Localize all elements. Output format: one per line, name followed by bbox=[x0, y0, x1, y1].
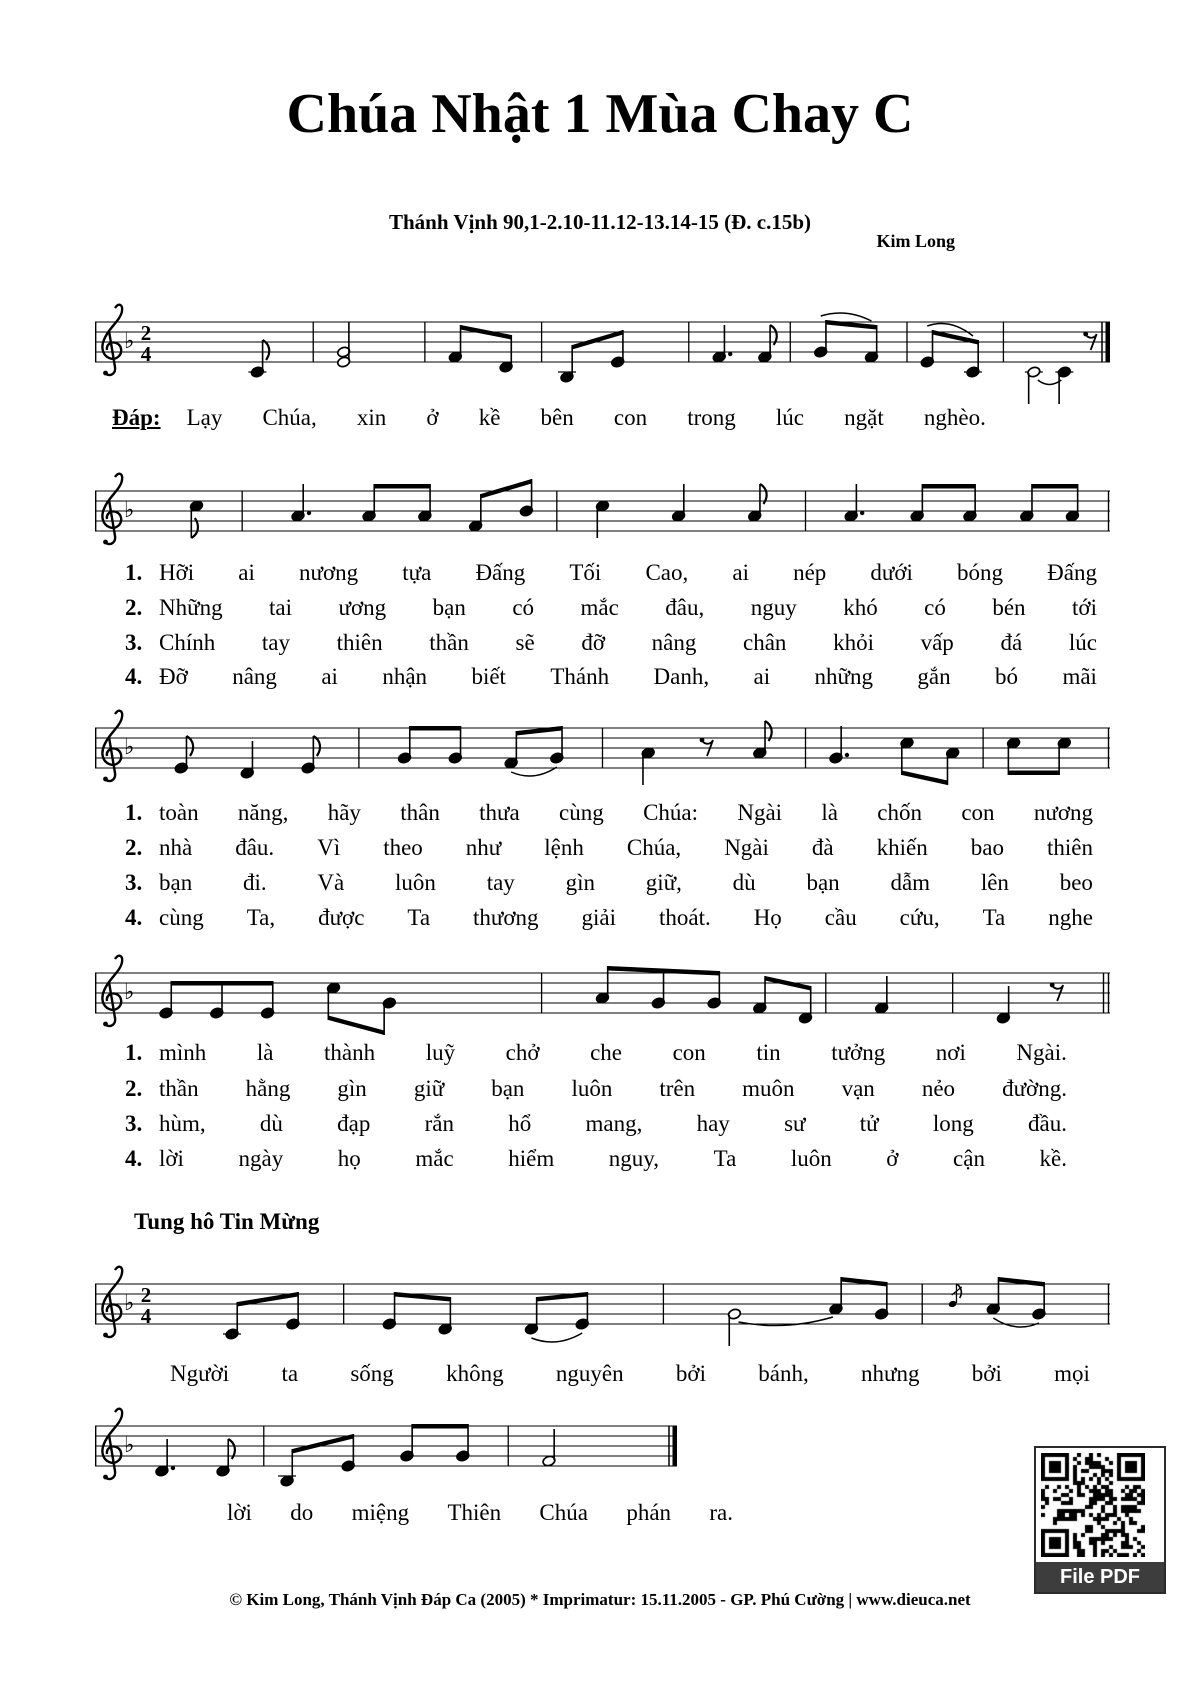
lyric-word: do bbox=[290, 1500, 314, 1525]
composer-name: Kim Long bbox=[876, 231, 955, 251]
lyric-word: theo bbox=[383, 835, 423, 860]
lyric-word: rắn bbox=[424, 1111, 454, 1136]
lyric-word: Họ bbox=[753, 905, 782, 930]
lyric-word: đầu. bbox=[1027, 1111, 1067, 1136]
lyric-word: sẽ bbox=[515, 630, 535, 655]
lyric-word: dù bbox=[259, 1111, 283, 1136]
svg-text:♭: ♭ bbox=[124, 1291, 135, 1316]
lyric-word: tưởng bbox=[831, 1040, 886, 1065]
verse-line-c3 bbox=[125, 1110, 1067, 1138]
lyric-word: nương bbox=[299, 560, 359, 585]
svg-text:♭: ♭ bbox=[124, 329, 135, 354]
lyric-word: bên bbox=[540, 405, 574, 430]
lyric-word: đi. bbox=[243, 870, 267, 895]
lyric-word: kề bbox=[478, 405, 501, 430]
lyric-word: lời bbox=[159, 1146, 184, 1171]
lyric-word: cận bbox=[953, 1146, 985, 1171]
lyric-word: Cao, bbox=[645, 560, 689, 585]
lyric-word: cứu, bbox=[899, 905, 940, 930]
lyric-word: như bbox=[465, 835, 502, 860]
lyric-word: nương bbox=[1033, 800, 1093, 825]
lyric-word: sư bbox=[784, 1111, 806, 1136]
lyric-word: bởi bbox=[675, 1361, 706, 1386]
lyric-word: chân bbox=[743, 630, 787, 655]
lyric-word: con bbox=[961, 800, 995, 825]
lyric-word: beo bbox=[1059, 870, 1093, 895]
svg-text:2: 2 bbox=[140, 321, 152, 345]
lyric-word: mang, bbox=[585, 1111, 643, 1136]
lyric-word: ngặt bbox=[844, 405, 884, 430]
lyric-word: bó bbox=[995, 664, 1019, 689]
lyric-word: lệnh bbox=[544, 835, 584, 860]
lyric-word: đạp bbox=[337, 1111, 371, 1136]
verse-text bbox=[159, 594, 1097, 622]
lyric-word: long bbox=[932, 1111, 974, 1136]
lyric-word: ai bbox=[321, 664, 338, 689]
lyric-word: vạn bbox=[841, 1076, 875, 1101]
lyric-word: họ bbox=[337, 1146, 361, 1171]
lyric-word: tử bbox=[859, 1111, 879, 1136]
lyric-word: muôn bbox=[742, 1076, 795, 1101]
lyric-word: hùm, bbox=[159, 1111, 206, 1136]
lyric-word: giữ, bbox=[645, 870, 682, 895]
lyric-word: dẫm bbox=[890, 870, 931, 895]
lyric-word: bởi bbox=[971, 1361, 1002, 1386]
gospel-text bbox=[227, 1499, 733, 1527]
lyric-word: lúc bbox=[775, 405, 805, 430]
lyric-word: Ta, bbox=[246, 905, 276, 930]
lyric-word: ngày bbox=[238, 1146, 284, 1171]
lyric-word: tựa bbox=[402, 560, 432, 585]
response-label: Đáp: bbox=[112, 405, 161, 430]
lyric-word: nghèo. bbox=[923, 405, 986, 430]
lyric-word: là bbox=[256, 1040, 274, 1065]
verse-line-b3 bbox=[125, 869, 1093, 897]
lyric-word: con bbox=[672, 1040, 706, 1065]
lyric-word: vấp bbox=[920, 630, 954, 655]
verse-number: 1. bbox=[125, 800, 143, 825]
lyric-word: bạn bbox=[491, 1076, 525, 1101]
lyric-word: Người bbox=[170, 1361, 230, 1386]
staff-gospel-1 bbox=[93, 1244, 1122, 1374]
lyric-word: thân bbox=[400, 800, 440, 825]
lyric-word: Ta bbox=[713, 1146, 737, 1171]
lyric-word: gìn bbox=[337, 1076, 367, 1101]
lyric-word: Ta bbox=[407, 905, 431, 930]
lyric-word: gìn bbox=[565, 870, 595, 895]
lyric-word: bạn bbox=[806, 870, 840, 895]
lyric-word: Ngài bbox=[724, 835, 769, 860]
verse-number: 1. bbox=[125, 1040, 143, 1065]
lyric-word: dưới bbox=[870, 560, 913, 585]
lyric-word: con bbox=[613, 405, 648, 430]
lyric-word: bạn bbox=[432, 595, 466, 620]
lyric-word: đá bbox=[1000, 630, 1023, 655]
gospel-line-1 bbox=[170, 1360, 1090, 1388]
lyric-word: lên bbox=[980, 870, 1009, 895]
lyric-word: tới bbox=[1072, 595, 1097, 620]
lyric-word: mình bbox=[159, 1040, 207, 1065]
lyric-word: toàn bbox=[159, 800, 199, 825]
verse-text bbox=[159, 869, 1093, 897]
lyric-word: hằng bbox=[245, 1076, 291, 1101]
lyric-word: thương bbox=[473, 905, 539, 930]
lyric-word: bạn bbox=[159, 870, 193, 895]
lyric-word: thiên bbox=[336, 630, 383, 655]
lyric-word: bao bbox=[970, 835, 1004, 860]
lyric-word: nhà bbox=[159, 835, 193, 860]
lyric-word: Chúa: bbox=[643, 800, 699, 825]
verse-line-b2 bbox=[125, 834, 1093, 862]
lyric-word: cùng bbox=[159, 905, 204, 930]
lyric-word: đà bbox=[811, 835, 834, 860]
lyric-word: nguyên bbox=[555, 1361, 624, 1386]
qr-pattern bbox=[1041, 1453, 1145, 1557]
lyric-word: bén bbox=[992, 595, 1026, 620]
lyric-word: luỹ bbox=[425, 1040, 456, 1065]
lyric-word: hổ bbox=[508, 1111, 532, 1136]
lyric-word: ở bbox=[426, 405, 439, 430]
verse-line-a4 bbox=[125, 663, 1097, 691]
lyric-word: bánh, bbox=[758, 1361, 809, 1386]
lyric-word: nép bbox=[793, 560, 827, 585]
verse-text bbox=[159, 834, 1093, 862]
verse-line-c2 bbox=[125, 1075, 1067, 1103]
lyric-word: ra. bbox=[709, 1500, 733, 1525]
qr-code bbox=[1034, 1446, 1166, 1594]
lyric-word: trên bbox=[659, 1076, 696, 1101]
lyric-word: thiên bbox=[1046, 835, 1093, 860]
lyric-word: giữ bbox=[413, 1076, 445, 1101]
lyric-word: Ta bbox=[982, 905, 1006, 930]
verse-text bbox=[159, 629, 1097, 657]
lyric-word: trong bbox=[687, 405, 736, 430]
lyric-word: Chúa, bbox=[262, 405, 317, 430]
svg-text:♭: ♭ bbox=[124, 498, 135, 523]
staff-response bbox=[93, 282, 1122, 412]
lyric-word: ta bbox=[281, 1361, 299, 1386]
verse-text bbox=[159, 1145, 1067, 1173]
qr-label: File PDF bbox=[1036, 1562, 1164, 1592]
verse-line-b4 bbox=[125, 904, 1093, 932]
verse-number: 4. bbox=[125, 905, 143, 930]
lyric-word: thành bbox=[324, 1040, 376, 1065]
lyric-word: kề. bbox=[1039, 1146, 1067, 1171]
verse-text bbox=[159, 1039, 1067, 1067]
lyric-word: hay bbox=[696, 1111, 730, 1136]
lyric-word: chở bbox=[505, 1040, 540, 1065]
lyric-word: luôn bbox=[395, 870, 436, 895]
lyric-word: hãy bbox=[327, 800, 361, 825]
svg-text:♭: ♭ bbox=[124, 735, 135, 760]
lyric-word: là bbox=[821, 800, 838, 825]
lyric-word: giải bbox=[581, 905, 616, 930]
lyric-word: nguy bbox=[750, 595, 797, 620]
lyric-word: nhận bbox=[382, 664, 428, 689]
verse-text bbox=[159, 1110, 1067, 1138]
lyric-word: Ngài bbox=[737, 800, 783, 825]
lyric-word: hiểm bbox=[508, 1146, 555, 1171]
lyric-word: nơi bbox=[935, 1040, 966, 1065]
lyric-word: bóng bbox=[957, 560, 1004, 585]
lyric-word: Ngài. bbox=[1016, 1040, 1067, 1065]
lyric-word: thần bbox=[159, 1076, 199, 1101]
lyric-word: khỏi bbox=[833, 630, 874, 655]
lyric-word: khiến bbox=[876, 835, 928, 860]
lyric-word: phán bbox=[626, 1500, 672, 1525]
lyric-word: nâng bbox=[232, 664, 277, 689]
verse-line-a3 bbox=[125, 629, 1097, 657]
svg-text:♭: ♭ bbox=[124, 1433, 135, 1458]
lyric-word: tay bbox=[486, 870, 515, 895]
lyric-word: luôn bbox=[571, 1076, 613, 1101]
lyric-word: chốn bbox=[877, 800, 923, 825]
staff-gospel-2 bbox=[93, 1386, 689, 1516]
lyric-word: năng, bbox=[237, 800, 289, 825]
response-line bbox=[112, 404, 986, 432]
psalm-reference: Thánh Vịnh 90,1-2.10-11.12-13.14-15 (Đ. c.15b) bbox=[389, 210, 811, 234]
lyric-word: ai bbox=[753, 664, 771, 689]
lyric-word: khó bbox=[843, 595, 878, 620]
lyric-word: đỡ bbox=[581, 630, 605, 655]
lyric-word: nâng bbox=[651, 630, 697, 655]
lyric-word: che bbox=[590, 1040, 622, 1065]
lyric-word: cầu bbox=[824, 905, 857, 930]
verse-line-c4 bbox=[125, 1145, 1067, 1173]
lyric-word: nghe bbox=[1048, 905, 1093, 930]
response-text bbox=[187, 404, 986, 432]
lyric-word: Thiên bbox=[447, 1500, 502, 1525]
lyric-word: ai bbox=[238, 560, 255, 585]
lyric-word: cùng bbox=[559, 800, 604, 825]
lyric-word: ở bbox=[886, 1146, 899, 1171]
verse-number: 2. bbox=[125, 835, 143, 860]
verse-number: 2. bbox=[125, 595, 143, 620]
lyric-word: có bbox=[512, 595, 535, 620]
svg-text:2: 2 bbox=[140, 1283, 152, 1307]
lyric-word: lời bbox=[227, 1500, 252, 1525]
verse-line-a2 bbox=[125, 594, 1097, 622]
verse-line-b1 bbox=[125, 799, 1093, 827]
lyric-word: những bbox=[814, 664, 873, 689]
lyric-word: gắn bbox=[917, 664, 951, 689]
verse-number: 2. bbox=[125, 1076, 143, 1101]
gospel-acclamation-heading: Tung hô Tin Mừng bbox=[134, 1209, 320, 1234]
lyric-word: mọi bbox=[1054, 1361, 1090, 1386]
gospel-text bbox=[170, 1360, 1090, 1388]
lyric-word: Vì bbox=[317, 835, 341, 860]
lyric-word: được bbox=[318, 905, 365, 930]
lyric-word: xin bbox=[356, 405, 387, 430]
verse-text bbox=[159, 799, 1093, 827]
lyric-word: Thánh bbox=[550, 664, 610, 689]
lyric-word: Những bbox=[159, 595, 223, 620]
lyric-word: Chúa bbox=[539, 1500, 588, 1525]
lyric-word: ai bbox=[732, 560, 749, 585]
lyric-word: đâu. bbox=[235, 835, 275, 860]
verse-line-a1 bbox=[125, 559, 1097, 587]
verse-number: 1. bbox=[125, 560, 143, 585]
lyric-word: thần bbox=[429, 630, 469, 655]
copyright-footer: © Kim Long, Thánh Vịnh Đáp Ca (2005) * Imprimatur: 15.11.2005 - GP. Phú Cường | www.dieuca.net bbox=[229, 1590, 971, 1609]
lyric-word: luôn bbox=[790, 1146, 832, 1171]
lyric-word: mắc bbox=[580, 595, 619, 620]
lyric-word: không bbox=[446, 1361, 504, 1386]
lyric-word: mắc bbox=[415, 1146, 454, 1171]
lyric-word: mãi bbox=[1062, 664, 1097, 689]
verse-text bbox=[159, 1075, 1067, 1103]
lyric-word: Tối bbox=[569, 560, 602, 585]
gospel-line-2 bbox=[227, 1499, 733, 1527]
lyric-word: tay bbox=[261, 630, 290, 655]
lyric-word: nguy, bbox=[608, 1146, 660, 1171]
verse-number: 4. bbox=[125, 664, 143, 689]
lyric-word: đường. bbox=[1002, 1076, 1067, 1101]
lyric-word: tin bbox=[756, 1040, 781, 1065]
verse-text bbox=[159, 559, 1097, 587]
lyric-word: thưa bbox=[479, 800, 520, 825]
lyric-word: lúc bbox=[1068, 630, 1097, 655]
verse-text bbox=[159, 904, 1093, 932]
lyric-word: thoát. bbox=[658, 905, 711, 930]
lyric-word: Và bbox=[317, 870, 345, 895]
lyric-word: Đấng bbox=[475, 560, 526, 585]
verse-number: 3. bbox=[125, 1111, 143, 1136]
lyric-word: Hỡi bbox=[159, 560, 195, 585]
lyric-word: Đấng bbox=[1047, 560, 1097, 585]
svg-text:4: 4 bbox=[140, 1304, 152, 1328]
lyric-word: có bbox=[924, 595, 946, 620]
lyric-word: dù bbox=[732, 870, 756, 895]
lyric-word: Đỡ bbox=[159, 664, 188, 689]
lyric-word: biết bbox=[471, 664, 506, 689]
lyric-word: tai bbox=[269, 595, 293, 620]
verse-number: 4. bbox=[125, 1146, 143, 1171]
verse-line-c1 bbox=[125, 1039, 1067, 1067]
verse-number: 3. bbox=[125, 870, 143, 895]
lyric-word: đâu, bbox=[665, 595, 705, 620]
lyric-word: nẻo bbox=[921, 1076, 956, 1101]
verse-text bbox=[159, 663, 1097, 691]
page-title: Chúa Nhật 1 Mùa Chay C bbox=[286, 83, 914, 145]
lyric-word: Chúa, bbox=[626, 835, 682, 860]
verse-number: 3. bbox=[125, 630, 143, 655]
lyric-word: Chính bbox=[159, 630, 216, 655]
lyric-word: sống bbox=[350, 1361, 394, 1386]
lyric-word: miệng bbox=[351, 1500, 410, 1525]
lyric-word: Lạy bbox=[186, 405, 223, 430]
lyric-word: Danh, bbox=[653, 664, 710, 689]
lyric-word: ương bbox=[338, 595, 387, 620]
svg-text:♭: ♭ bbox=[124, 980, 135, 1005]
lyric-word: nhưng bbox=[861, 1361, 920, 1386]
svg-text:4: 4 bbox=[140, 342, 152, 366]
